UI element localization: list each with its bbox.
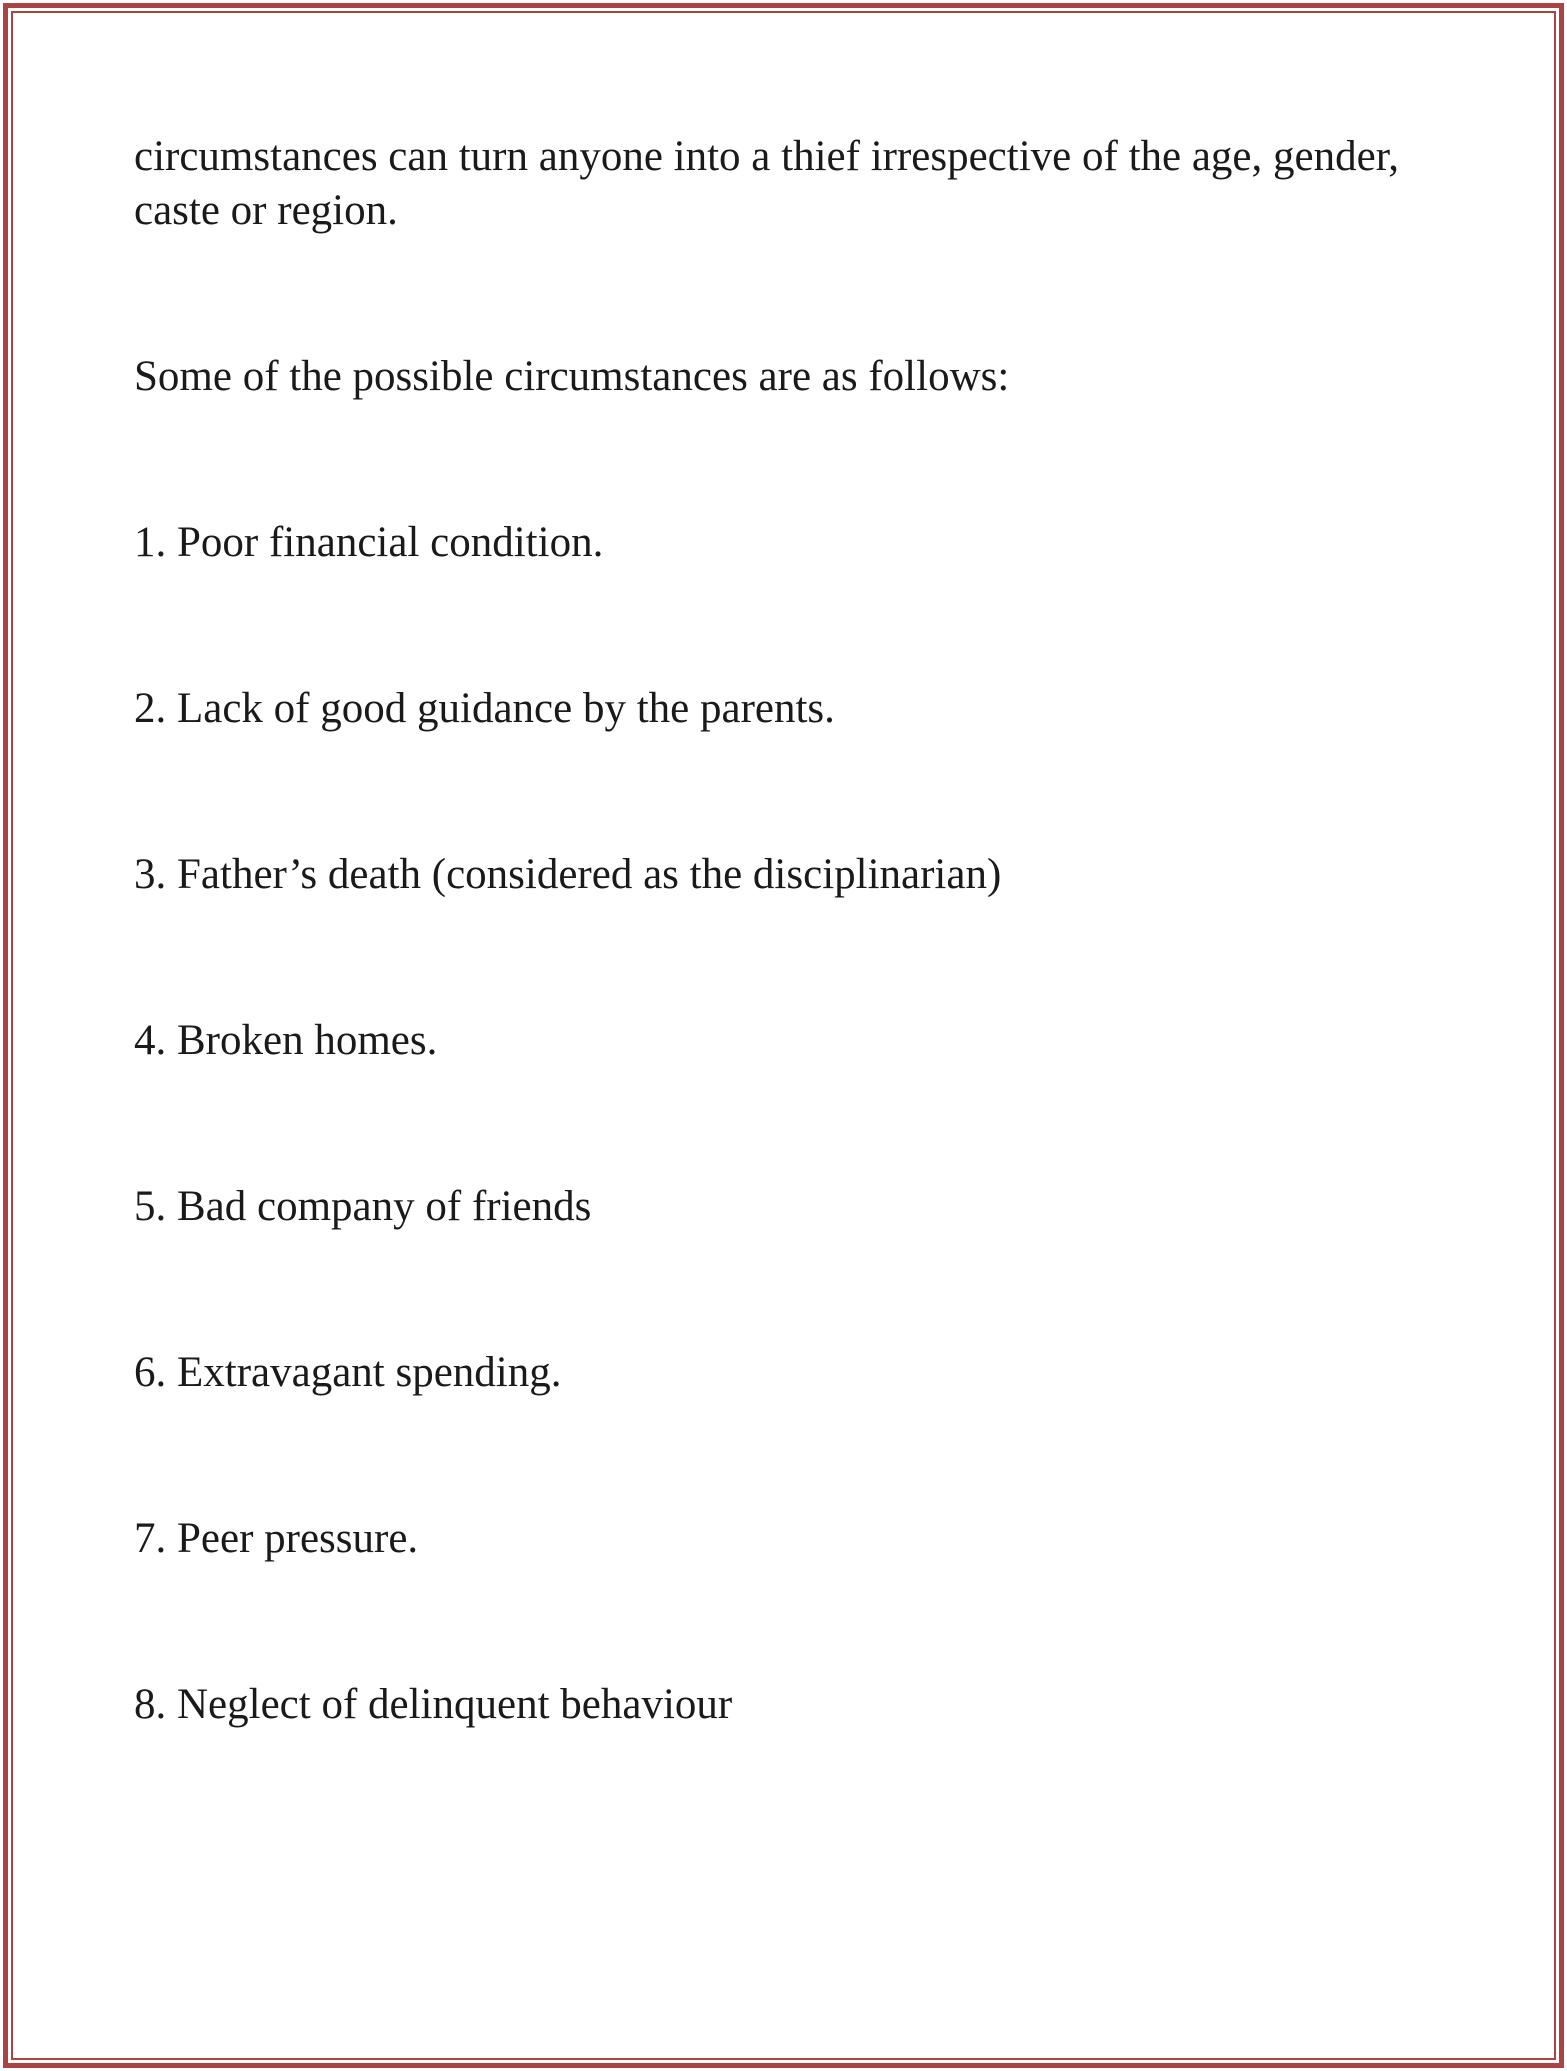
intro-paragraph: circumstances can turn anyone into a thief irrespective of the age, gender, caste or region. [134,133,1400,234]
list-item: 3. Father’s death (considered as the disciplinarian) [134,851,1002,898]
list-item: 7. Peer pressure. [134,1515,419,1562]
list-item: 8. Neglect of delinquent behaviour [134,1681,733,1728]
list-item: 5. Bad company of friends [134,1183,592,1230]
lead-paragraph: Some of the possible circumstances are as follows: [134,353,1010,400]
list-item: 1. Poor financial condition. [134,519,604,566]
circumstances-list [134,516,1454,1732]
document-body [134,130,1454,1732]
list-item: 4. Broken homes. [134,1017,438,1064]
list-item: 6. Extravagant spending. [134,1349,562,1396]
list-item: 2. Lack of good guidance by the parents. [134,685,835,732]
